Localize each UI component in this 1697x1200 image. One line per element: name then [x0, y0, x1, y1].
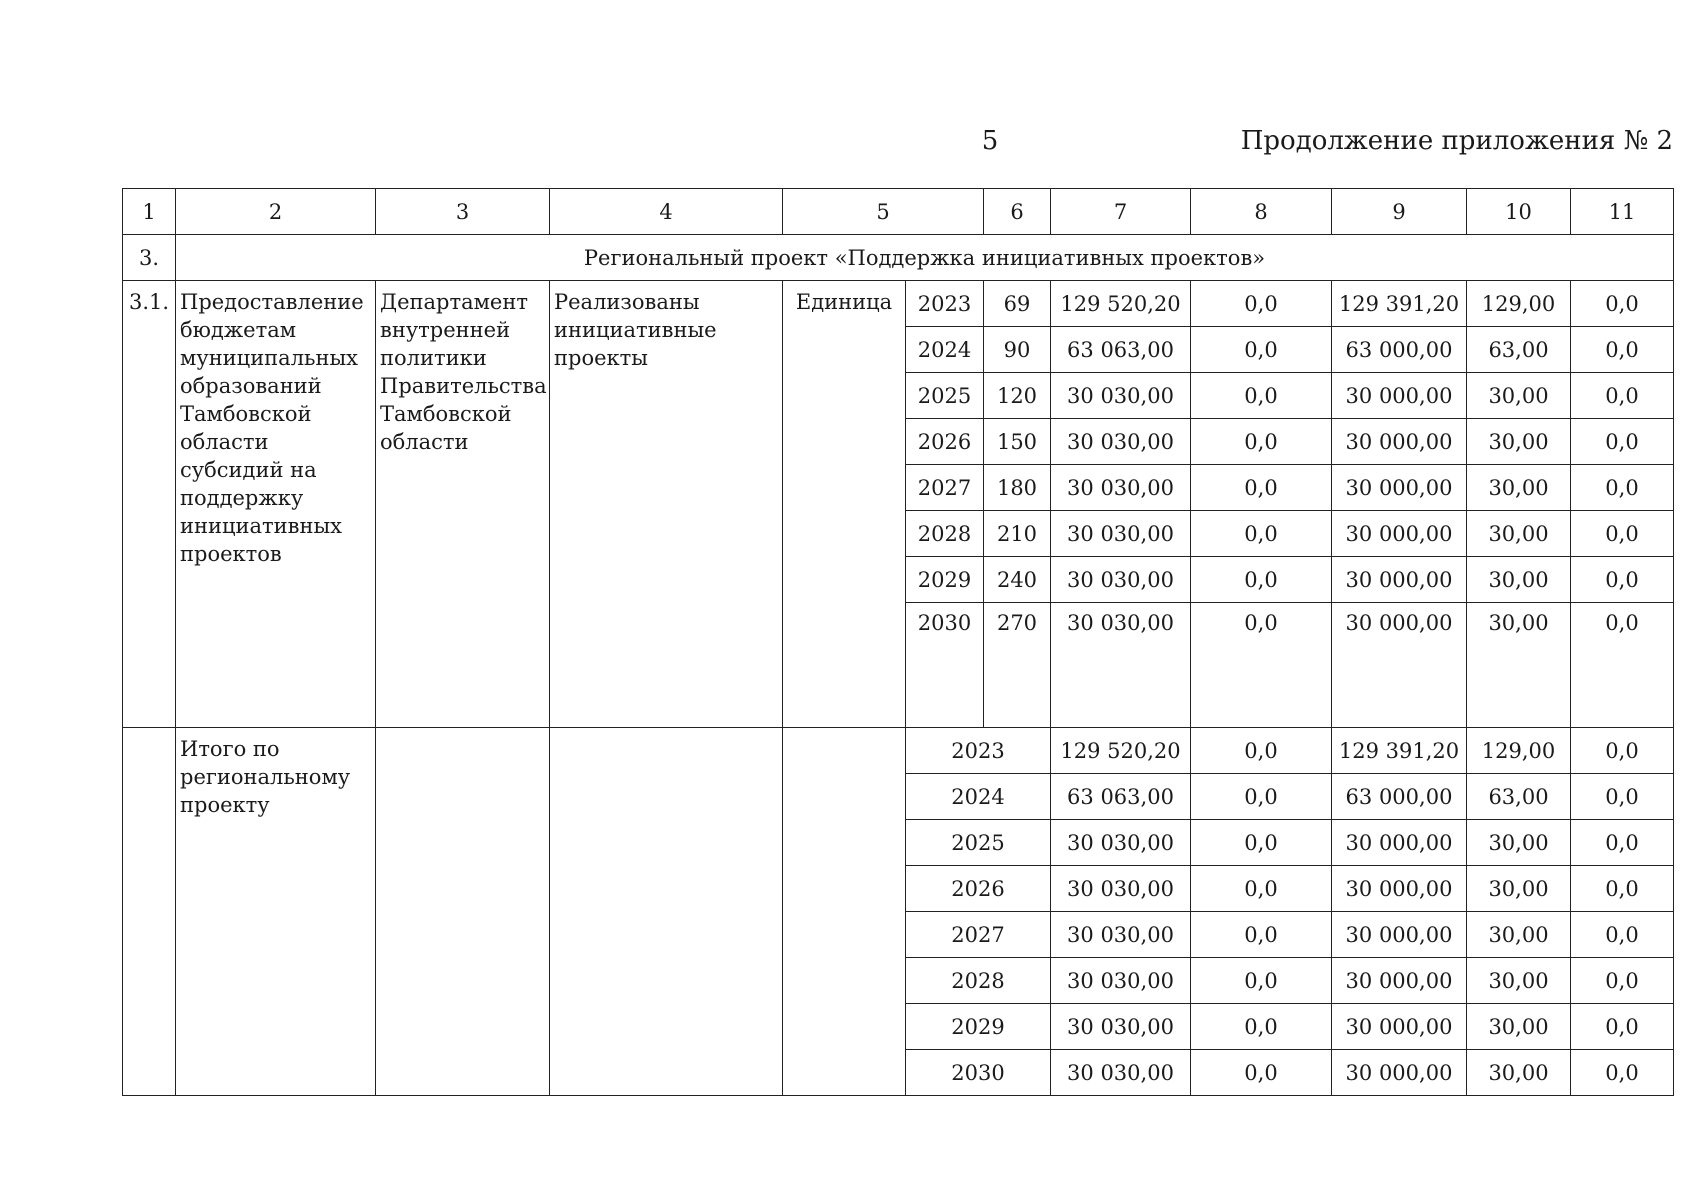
- cell-year: 2023: [906, 728, 1051, 774]
- cell-total: 129 520,20: [1051, 728, 1191, 774]
- cell-federal: 0,0: [1191, 281, 1332, 327]
- cell-indicator-value: 69: [984, 281, 1051, 327]
- cell-local: 30,00: [1467, 511, 1571, 557]
- cell-local: 30,00: [1467, 373, 1571, 419]
- cell-other: 0,0: [1571, 419, 1674, 465]
- cell-indicator-value: 120: [984, 373, 1051, 419]
- cell-year: 2025: [906, 373, 984, 419]
- cell-other: 0,0: [1571, 1050, 1674, 1096]
- column-number: 4: [550, 189, 783, 235]
- cell-other: 0,0: [1571, 511, 1674, 557]
- section-title: Региональный проект «Поддержка инициативных проектов»: [176, 235, 1674, 281]
- item-number: 3.1.: [123, 281, 176, 728]
- cell-local: 30,00: [1467, 557, 1571, 603]
- cell-regional: 30 000,00: [1332, 820, 1467, 866]
- cell-local: 30,00: [1467, 1004, 1571, 1050]
- cell-federal: 0,0: [1191, 958, 1332, 1004]
- column-number-row: [123, 189, 1674, 235]
- cell-regional: 30 000,00: [1332, 419, 1467, 465]
- cell-year: 2029: [906, 557, 984, 603]
- cell-local: 30,00: [1467, 820, 1571, 866]
- cell-total: 30 030,00: [1051, 603, 1191, 728]
- item-unit: Единица: [783, 281, 906, 728]
- cell-federal: 0,0: [1191, 866, 1332, 912]
- column-number: 3: [376, 189, 550, 235]
- cell-local: 129,00: [1467, 281, 1571, 327]
- section-row: [123, 235, 1674, 281]
- cell-year: 2027: [906, 465, 984, 511]
- cell-federal: 0,0: [1191, 603, 1332, 728]
- cell-regional: 30 000,00: [1332, 511, 1467, 557]
- cell-indicator-value: 90: [984, 327, 1051, 373]
- cell-total: 30 030,00: [1051, 912, 1191, 958]
- cell-total: 30 030,00: [1051, 511, 1191, 557]
- cell-local: 129,00: [1467, 728, 1571, 774]
- cell-regional: 30 000,00: [1332, 557, 1467, 603]
- page-number: 5: [981, 126, 999, 156]
- cell-other: 0,0: [1571, 465, 1674, 511]
- cell-year: 2028: [906, 511, 984, 557]
- item-indicator: Реализованы инициативные проекты: [550, 281, 783, 728]
- cell-regional: 30 000,00: [1332, 465, 1467, 511]
- cell-regional: 63 000,00: [1332, 774, 1467, 820]
- column-number: 6: [984, 189, 1051, 235]
- cell-other: 0,0: [1571, 958, 1674, 1004]
- cell-federal: 0,0: [1191, 1050, 1332, 1096]
- cell-indicator-value: 180: [984, 465, 1051, 511]
- cell-regional: 63 000,00: [1332, 327, 1467, 373]
- cell-other: 0,0: [1571, 820, 1674, 866]
- cell-local: 30,00: [1467, 1050, 1571, 1096]
- cell-regional: 30 000,00: [1332, 958, 1467, 1004]
- appendix-continuation-title: Продолжение приложения № 2: [1240, 126, 1673, 156]
- column-number: 11: [1571, 189, 1674, 235]
- cell-total: 63 063,00: [1051, 327, 1191, 373]
- cell-other: 0,0: [1571, 728, 1674, 774]
- cell-local: 30,00: [1467, 419, 1571, 465]
- empty-cell: [376, 728, 550, 1096]
- cell-total: 63 063,00: [1051, 774, 1191, 820]
- column-number: 1: [123, 189, 176, 235]
- item-activity: Предоставление бюджетам муниципальных образований Тамбовской области субсидий на поддержку инициативных проектов: [176, 281, 376, 728]
- cell-other: 0,0: [1571, 866, 1674, 912]
- empty-cell: [550, 728, 783, 1096]
- cell-federal: 0,0: [1191, 912, 1332, 958]
- cell-federal: 0,0: [1191, 1004, 1332, 1050]
- section-number: 3.: [123, 235, 176, 281]
- cell-indicator-value: 210: [984, 511, 1051, 557]
- cell-year: 2024: [906, 774, 1051, 820]
- cell-total: 30 030,00: [1051, 557, 1191, 603]
- cell-local: 30,00: [1467, 603, 1571, 728]
- cell-local: 30,00: [1467, 465, 1571, 511]
- table-row: [123, 281, 1674, 327]
- cell-other: 0,0: [1571, 327, 1674, 373]
- cell-federal: 0,0: [1191, 557, 1332, 603]
- cell-other: 0,0: [1571, 281, 1674, 327]
- cell-total: 30 030,00: [1051, 373, 1191, 419]
- cell-total: 30 030,00: [1051, 866, 1191, 912]
- column-number: 7: [1051, 189, 1191, 235]
- cell-regional: 129 391,20: [1332, 728, 1467, 774]
- cell-federal: 0,0: [1191, 774, 1332, 820]
- empty-cell: [783, 728, 906, 1096]
- column-number: 9: [1332, 189, 1467, 235]
- cell-other: 0,0: [1571, 373, 1674, 419]
- cell-regional: 129 391,20: [1332, 281, 1467, 327]
- cell-regional: 30 000,00: [1332, 1004, 1467, 1050]
- cell-total: 30 030,00: [1051, 958, 1191, 1004]
- cell-year: 2030: [906, 1050, 1051, 1096]
- cell-total: 30 030,00: [1051, 1050, 1191, 1096]
- cell-federal: 0,0: [1191, 327, 1332, 373]
- column-number: 10: [1467, 189, 1571, 235]
- table-body: [123, 189, 1674, 1096]
- cell-year: 2030: [906, 603, 984, 728]
- cell-total: 30 030,00: [1051, 820, 1191, 866]
- cell-other: 0,0: [1571, 774, 1674, 820]
- cell-indicator-value: 150: [984, 419, 1051, 465]
- cell-federal: 0,0: [1191, 419, 1332, 465]
- program-table: [122, 188, 1674, 1096]
- cell-total: 30 030,00: [1051, 1004, 1191, 1050]
- cell-local: 30,00: [1467, 958, 1571, 1004]
- cell-year: 2024: [906, 327, 984, 373]
- cell-federal: 0,0: [1191, 373, 1332, 419]
- cell-total: 30 030,00: [1051, 465, 1191, 511]
- cell-regional: 30 000,00: [1332, 866, 1467, 912]
- cell-regional: 30 000,00: [1332, 603, 1467, 728]
- cell-year: 2028: [906, 958, 1051, 1004]
- cell-regional: 30 000,00: [1332, 373, 1467, 419]
- cell-federal: 0,0: [1191, 728, 1332, 774]
- cell-other: 0,0: [1571, 912, 1674, 958]
- subtotal-label: Итого по региональному проекту: [176, 728, 376, 1096]
- cell-other: 0,0: [1571, 557, 1674, 603]
- cell-local: 63,00: [1467, 327, 1571, 373]
- cell-federal: 0,0: [1191, 820, 1332, 866]
- cell-other: 0,0: [1571, 1004, 1674, 1050]
- cell-indicator-value: 270: [984, 603, 1051, 728]
- cell-year: 2026: [906, 419, 984, 465]
- column-number: 2: [176, 189, 376, 235]
- table-row: [123, 728, 1674, 774]
- cell-year: 2026: [906, 866, 1051, 912]
- cell-total: 30 030,00: [1051, 419, 1191, 465]
- empty-cell: [123, 728, 176, 1096]
- cell-local: 30,00: [1467, 912, 1571, 958]
- cell-federal: 0,0: [1191, 511, 1332, 557]
- cell-other: 0,0: [1571, 603, 1674, 728]
- cell-regional: 30 000,00: [1332, 1050, 1467, 1096]
- column-number: 8: [1191, 189, 1332, 235]
- column-number: 5: [783, 189, 984, 235]
- cell-local: 30,00: [1467, 866, 1571, 912]
- item-executor: Департамент внутренней политики Правительства Тамбовской области: [376, 281, 550, 728]
- cell-indicator-value: 240: [984, 557, 1051, 603]
- cell-regional: 30 000,00: [1332, 912, 1467, 958]
- cell-total: 129 520,20: [1051, 281, 1191, 327]
- cell-local: 63,00: [1467, 774, 1571, 820]
- cell-year: 2027: [906, 912, 1051, 958]
- cell-year: 2025: [906, 820, 1051, 866]
- cell-federal: 0,0: [1191, 465, 1332, 511]
- cell-year: 2023: [906, 281, 984, 327]
- cell-year: 2029: [906, 1004, 1051, 1050]
